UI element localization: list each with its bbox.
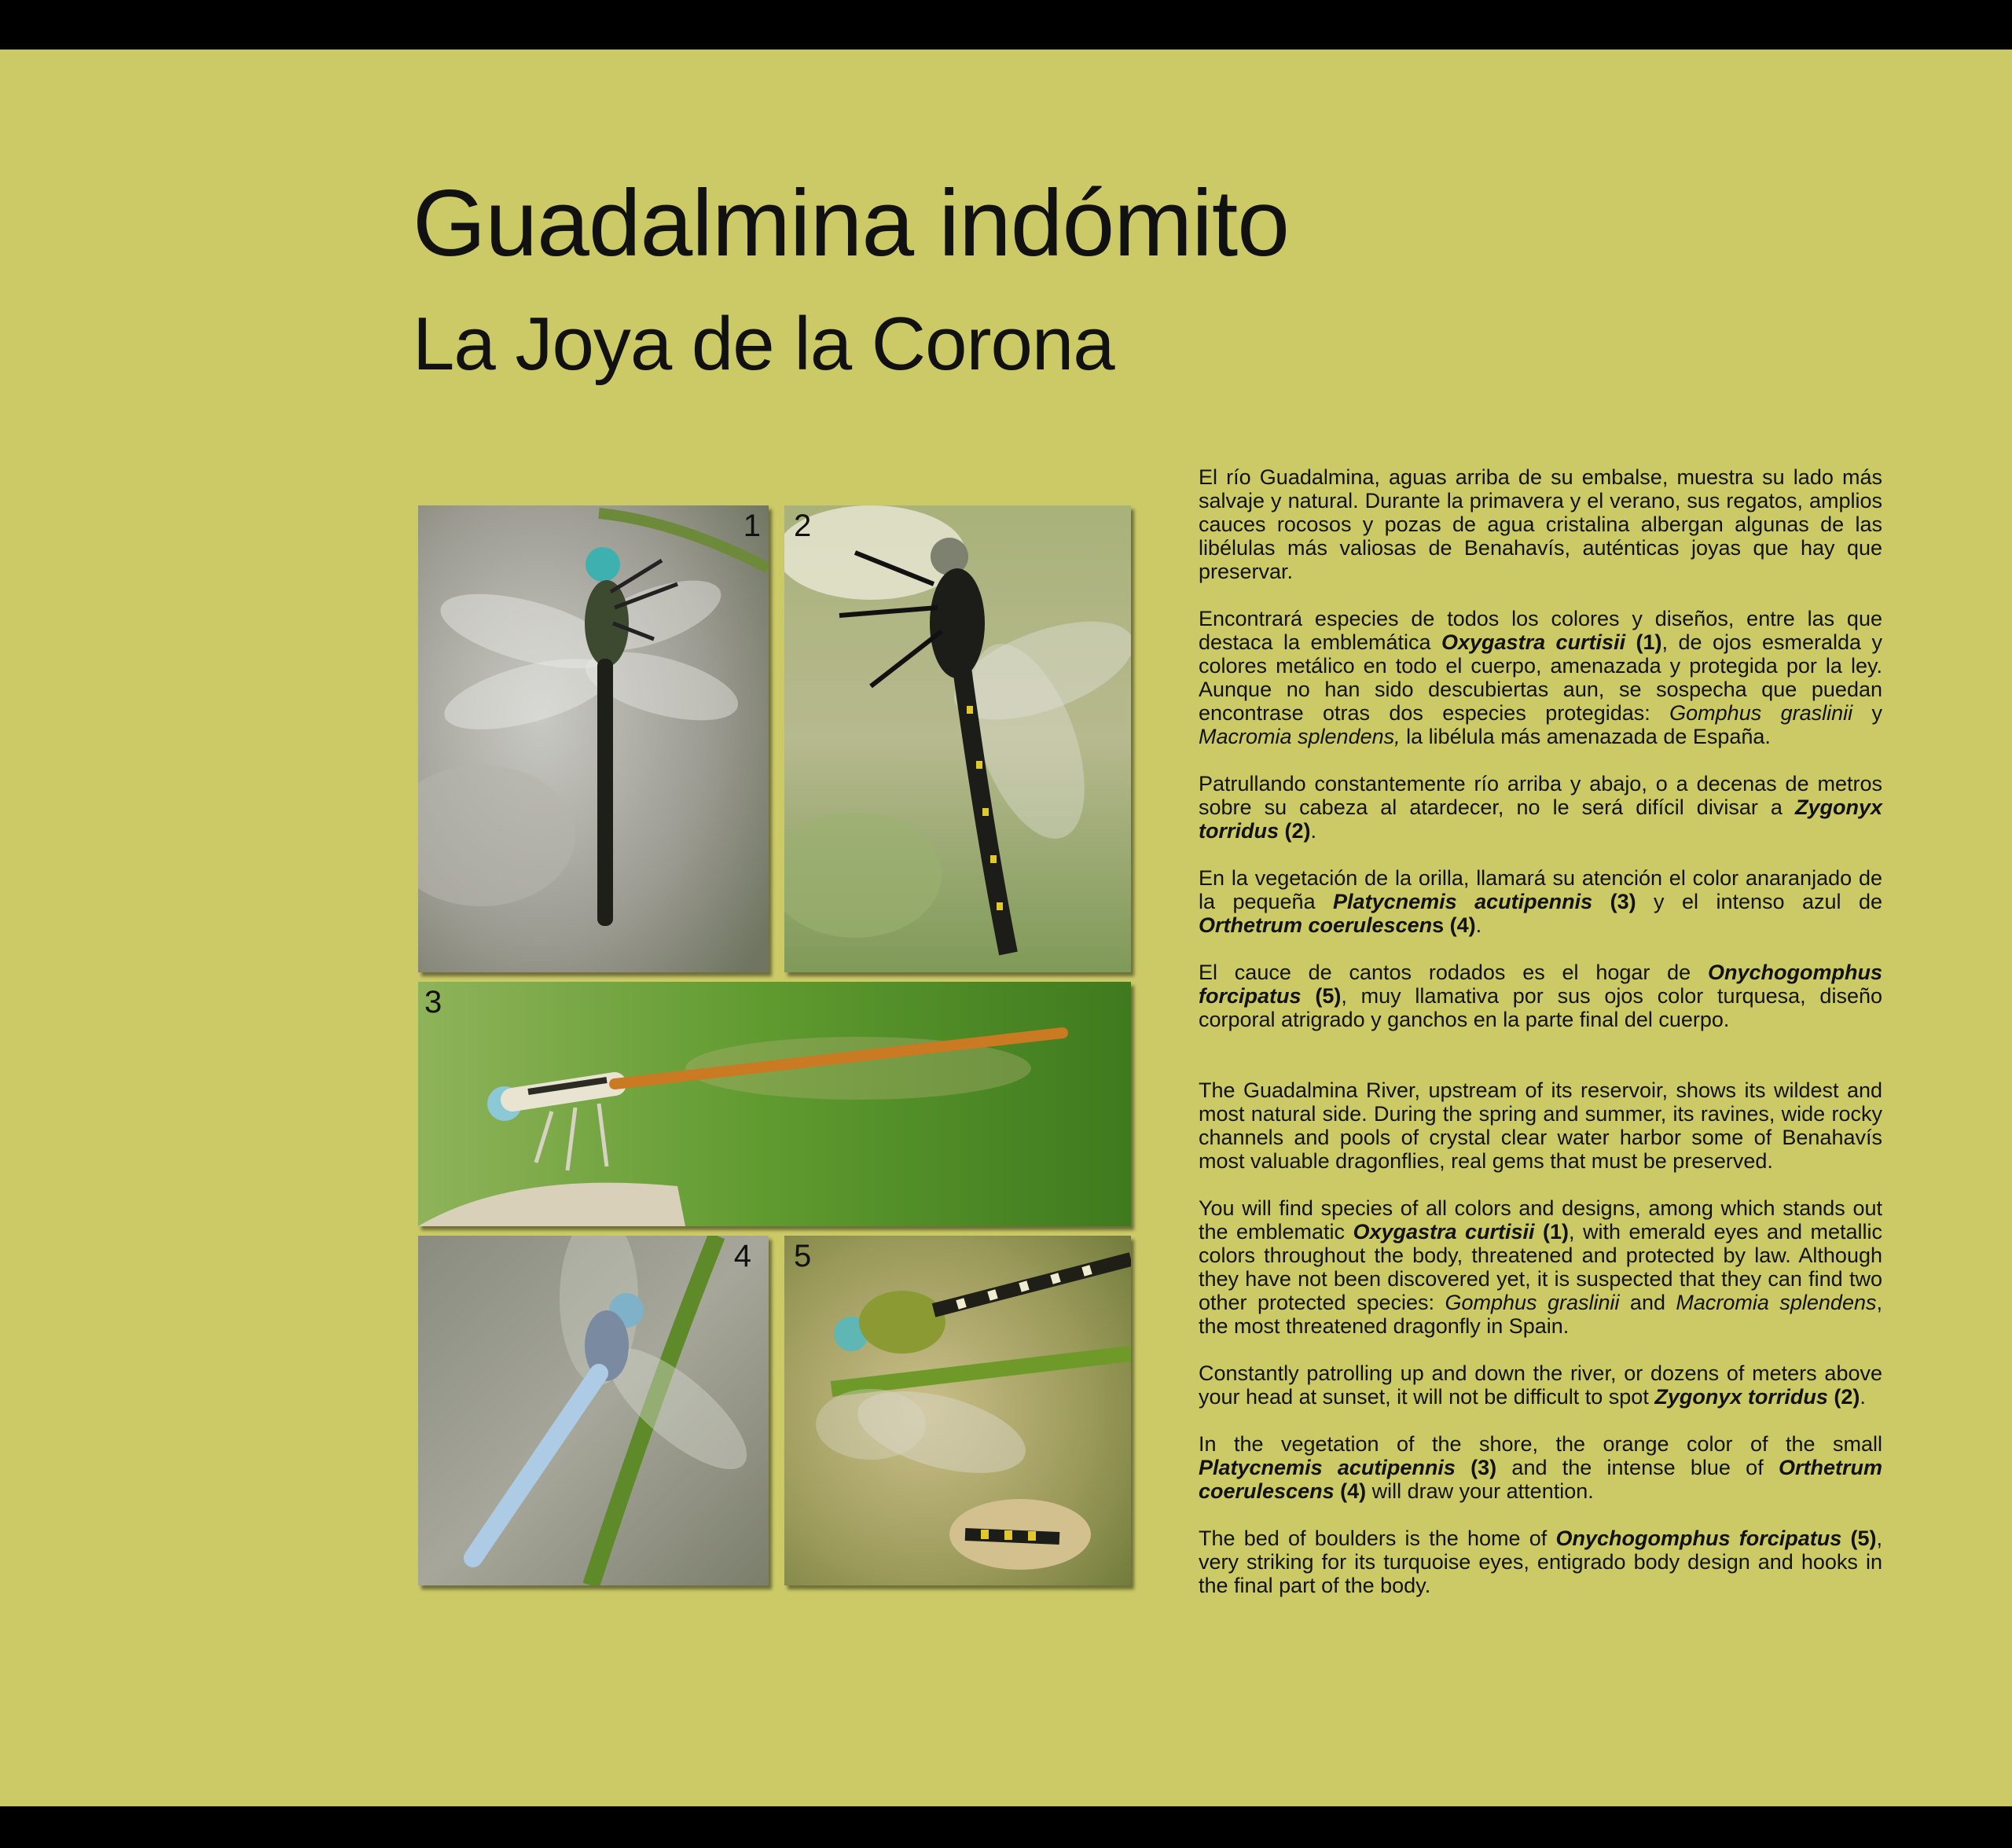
photo-zygonyx-torridus xyxy=(784,505,1131,972)
body-text xyxy=(1199,465,1882,1621)
top-black-bar xyxy=(0,0,2012,50)
es-paragraph-1: El río Guadalmina, aguas arriba de su embalse, muestra su lado más salvaje y natural. Durante la primavera y el verano, sus regatos, amplios cauces rocosos y pozas de agua cristalina albergan algunas de las libélulas más valiosas de Benahavís, auténticas joyas que hay que preservar. xyxy=(1199,465,1882,583)
es-paragraph-3: Patrullando constantemente río arriba y abajo, o a decenas de metros sobre su cabeza al atardecer, no le será difícil divisar a Zygonyx torridus (2). xyxy=(1199,772,1882,843)
photo-platycnemis-acutipennis xyxy=(418,982,1131,1226)
dragonfly-illustration-5 xyxy=(784,1236,1131,1585)
photo-number-3: 3 xyxy=(424,985,442,1020)
dragonfly-illustration-4 xyxy=(418,1236,769,1585)
en-paragraph-4: In the vegetation of the shore, the orange color of the small Platycnemis acutipennis (3) and the intense blue of Orthetrum coerulescens (4) will draw your attention. xyxy=(1199,1432,1882,1503)
photo-onychogomphus-forcipatus xyxy=(784,1236,1131,1585)
photo-number-5: 5 xyxy=(794,1239,812,1273)
photo-number-2: 2 xyxy=(794,509,812,543)
photo-number-4: 4 xyxy=(733,1239,751,1273)
page-title: Guadalmina indómito xyxy=(413,171,1289,276)
bottom-black-bar xyxy=(0,1806,2012,1848)
page-subtitle: La Joya de la Corona xyxy=(413,302,1114,386)
damselfly-illustration-3 xyxy=(418,982,1131,1226)
photo-number-1: 1 xyxy=(743,509,761,543)
dragonfly-illustration-1 xyxy=(418,505,769,972)
dragonfly-illustration-2 xyxy=(784,505,1131,972)
en-paragraph-1: The Guadalmina River, upstream of its reservoir, shows its wildest and most natural side. During the spring and summer, its ravines, wide rocky channels and pools of crystal clear water harbor some of Benahavís most valuable dragonflies, real gems that must be preserved. xyxy=(1199,1078,1882,1173)
photo-orthetrum-coerulescens xyxy=(418,1236,769,1585)
es-paragraph-4: En la vegetación de la orilla, llamará su atención el color anaranjado de la pequeña Platycnemis acutipennis (3) y el intenso azul de Orthetrum coerulescens (4). xyxy=(1199,866,1882,937)
en-paragraph-3: Constantly patrolling up and down the river, or dozens of meters above your head at sunset, it will not be difficult to spot Zygonyx torridus (2). xyxy=(1199,1361,1882,1409)
photo-oxygastra-curtisii xyxy=(418,505,769,972)
es-paragraph-2: Encontrará especies de todos los colores y diseños, entre las que destaca la emblemática Oxygastra curtisii (1), de ojos esmeralda y colores metálico en todo el cuerpo, amenazada y protegida por la ley. Aunque no han sido descubiertas aun, se sospecha que puedan encontrase otras dos especies protegidas: Gomphus graslinii y Macromia splendens, la libélula más amenazada de España. xyxy=(1199,607,1882,748)
es-paragraph-5: El cauce de cantos rodados es el hogar de Onychogomphus forcipatus (5), muy llamativa por sus ojos color turquesa, diseño corporal atrigrado y ganchos en la parte final del cuerpo. xyxy=(1199,961,1882,1031)
en-paragraph-5: The bed of boulders is the home of Onychogomphus forcipatus (5), very striking for its turquoise eyes, entigrado body design and hooks in the final part of the body. xyxy=(1199,1527,1882,1597)
en-paragraph-2: You will find species of all colors and designs, among which stands out the emblematic Oxygastra curtisii (1), with emerald eyes and metallic colors throughout the body, threatened and protected by law. Although they have not been discovered yet, it is suspected that they can find two other protected species: Gomphus graslinii and Macromia splendens, the most threatened dragonfly in Spain. xyxy=(1199,1196,1882,1338)
